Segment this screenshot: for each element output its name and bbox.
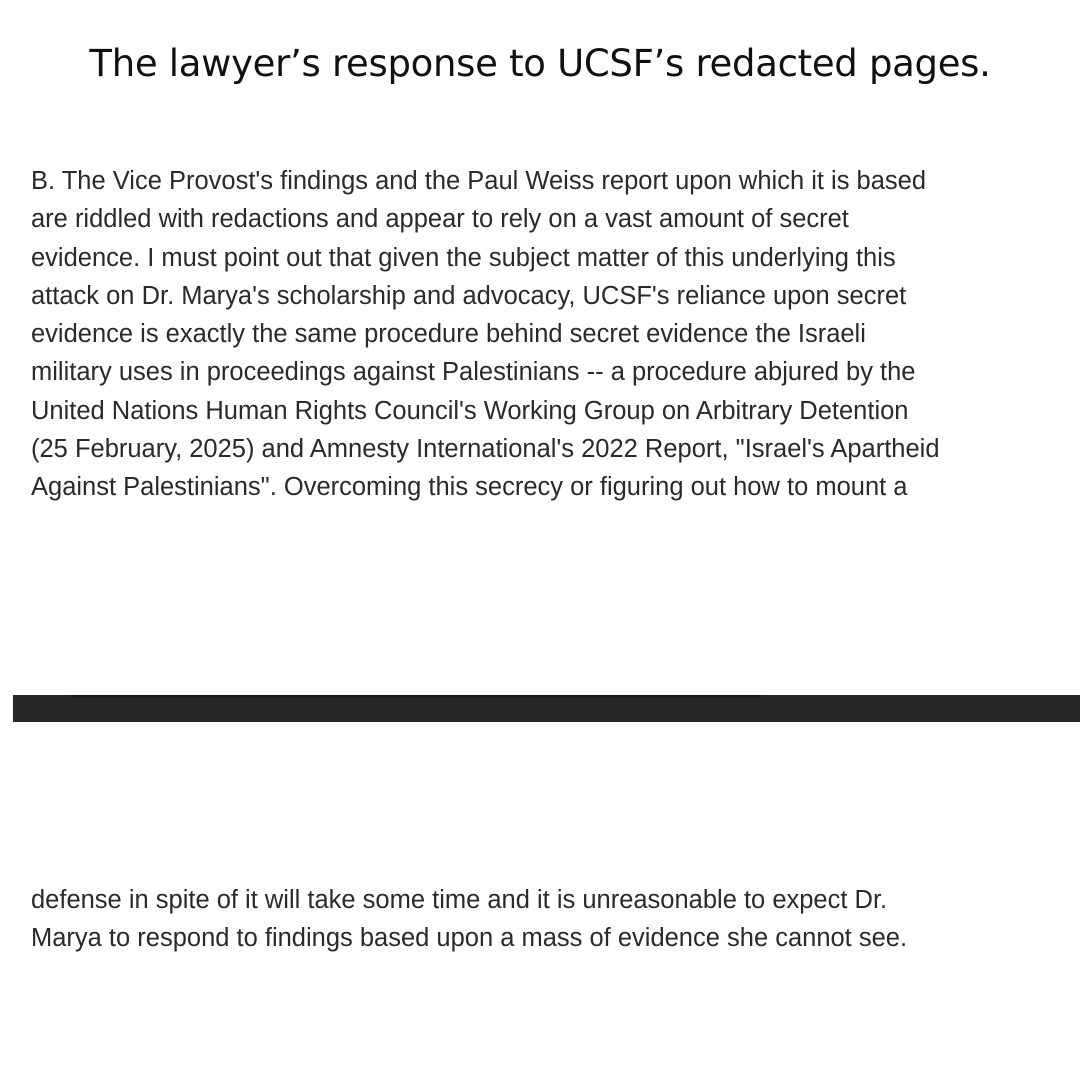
- document-excerpt-bottom: [31, 881, 1071, 958]
- text-line: military uses in proceedings against Palestinians -- a procedure abjured by the: [31, 358, 916, 387]
- text-line: (25 February, 2025) and Amnesty International's 2022 Report, "Israel's Apartheid: [31, 435, 940, 464]
- text-line: Against Palestinians". Overcoming this secrecy or figuring out how to mount a: [31, 473, 908, 502]
- text-line: evidence. I must point out that given the subject matter of this underlying this: [31, 243, 896, 272]
- text-line: Marya to respond to findings based upon a mass of evidence she cannot see.: [31, 924, 908, 953]
- headline: The lawyer’s response to UCSF’s redacted pages.: [89, 42, 991, 85]
- document-excerpt-top: [31, 162, 1071, 507]
- text-line: attack on Dr. Marya's scholarship and advocacy, UCSF's reliance upon secret: [31, 281, 907, 310]
- text-line: United Nations Human Rights Council's Working Group on Arbitrary Detention: [31, 396, 909, 425]
- text-line: are riddled with redactions and appear to rely on a vast amount of secret: [31, 205, 849, 234]
- redaction-edge: [71, 695, 761, 698]
- text-line: defense in spite of it will take some time and it is unreasonable to expect Dr.: [31, 886, 888, 914]
- redaction-bar: [13, 695, 1080, 722]
- text-line: B. The Vice Provost's findings and the Paul Weiss report upon which it is based: [31, 167, 927, 195]
- text-line: evidence is exactly the same procedure behind secret evidence the Israeli: [31, 320, 866, 349]
